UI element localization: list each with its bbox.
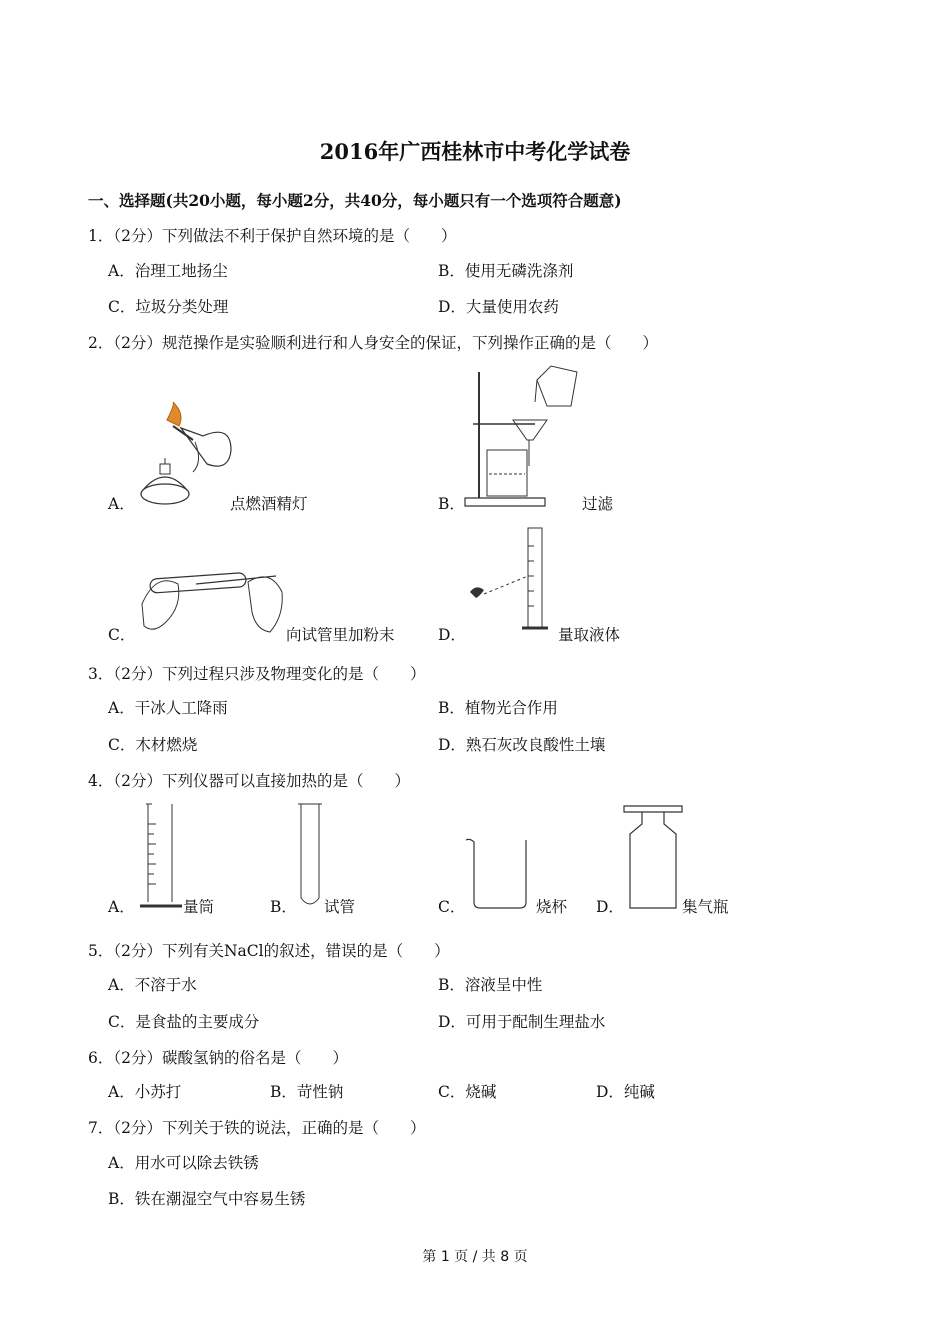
question-1-option-b[interactable]: B．使用无磷洗涤剂 (438, 262, 574, 280)
question-3-option-a[interactable]: A．干冰人工降雨 (108, 699, 228, 717)
question-2-option-a-letter[interactable]: A． (108, 495, 135, 513)
question-6-option-d[interactable]: D．纯碱 (596, 1083, 655, 1101)
filtration-setup-image (463, 362, 583, 508)
question-4-option-c-caption: 烧杯 (536, 898, 568, 916)
test-tube-image (296, 802, 324, 912)
question-6-stem: 6．（2分）碳酸氢钠的俗名是（ ） (88, 1049, 348, 1067)
question-7-option-a[interactable]: A．用水可以除去铁锈 (108, 1154, 259, 1172)
question-1-option-a[interactable]: A．治理工地扬尘 (108, 262, 228, 280)
measuring-liquid-image (466, 526, 558, 638)
exam-title: 2016年广西桂林市中考化学试卷 (319, 139, 631, 164)
question-2-option-b-letter[interactable]: B． (438, 495, 465, 513)
beaker-image (464, 836, 534, 912)
question-2-option-b-caption: 过滤 (582, 495, 614, 513)
question-3-option-b[interactable]: B．植物光合作用 (438, 699, 558, 717)
question-6-option-c[interactable]: C．烧碱 (438, 1083, 497, 1101)
alcohol-lamp-lighting-image (133, 402, 233, 510)
question-4-option-d-letter[interactable]: D． (596, 898, 624, 916)
question-5-stem: 5．（2分）下列有关NaCl的叙述，错误的是（ ） (88, 942, 450, 960)
question-5-option-b[interactable]: B．溶液呈中性 (438, 976, 543, 994)
question-4-option-a-letter[interactable]: A． (108, 898, 135, 916)
question-7-stem: 7．（2分）下列关于铁的说法，正确的是（ ） (88, 1119, 426, 1137)
question-4-option-b-caption: 试管 (324, 898, 356, 916)
question-7-option-b[interactable]: B．铁在潮湿空气中容易生锈 (108, 1190, 306, 1208)
question-6-option-b[interactable]: B．苛性钠 (270, 1083, 344, 1101)
question-2-option-d-letter[interactable]: D． (438, 626, 466, 644)
question-3-stem: 3．（2分）下列过程只涉及物理变化的是（ ） (88, 665, 426, 683)
question-1-option-c[interactable]: C．垃圾分类处理 (108, 298, 229, 316)
question-1-stem: 1．（2分）下列做法不利于保护自然环境的是（ ） (88, 227, 457, 245)
question-2-option-d-caption: 量取液体 (558, 626, 621, 644)
question-4-option-b-letter[interactable]: B． (270, 898, 297, 916)
section-heading: 一、选择题(共20小题，每小题2分，共40分，每小题只有一个选项符合题意) (88, 191, 622, 210)
gas-collection-bottle-image (622, 804, 684, 912)
question-4-option-d-caption: 集气瓶 (682, 898, 729, 916)
question-4-option-c-letter[interactable]: C． (438, 898, 466, 916)
question-6-option-a[interactable]: A．小苏打 (108, 1083, 182, 1101)
question-5-option-a[interactable]: A．不溶于水 (108, 976, 197, 994)
page-footer: 第 1 页 / 共 8 页 (422, 1249, 528, 1265)
question-3-option-c[interactable]: C．木材燃烧 (108, 736, 198, 754)
question-3-option-d[interactable]: D．熟石灰改良酸性土壤 (438, 736, 606, 754)
question-5-option-c[interactable]: C．是食盐的主要成分 (108, 1013, 260, 1031)
question-5-option-d[interactable]: D．可用于配制生理盐水 (438, 1013, 606, 1031)
question-4-stem: 4．（2分）下列仪器可以直接加热的是（ ） (88, 772, 410, 790)
question-2-stem: 2．（2分）规范操作是实验顺利进行和人身安全的保证，下列操作正确的是（ ） (88, 334, 658, 352)
question-1-option-d[interactable]: D．大量使用农药 (438, 298, 559, 316)
question-2-option-a-caption: 点燃酒精灯 (230, 495, 308, 513)
question-4-option-a-caption: 量筒 (183, 898, 215, 916)
question-2-option-c-letter[interactable]: C． (108, 626, 136, 644)
powder-into-test-tube-image (136, 566, 286, 640)
question-2-option-c-caption: 向试管里加粉末 (286, 626, 395, 644)
graduated-cylinder-image (138, 802, 184, 912)
